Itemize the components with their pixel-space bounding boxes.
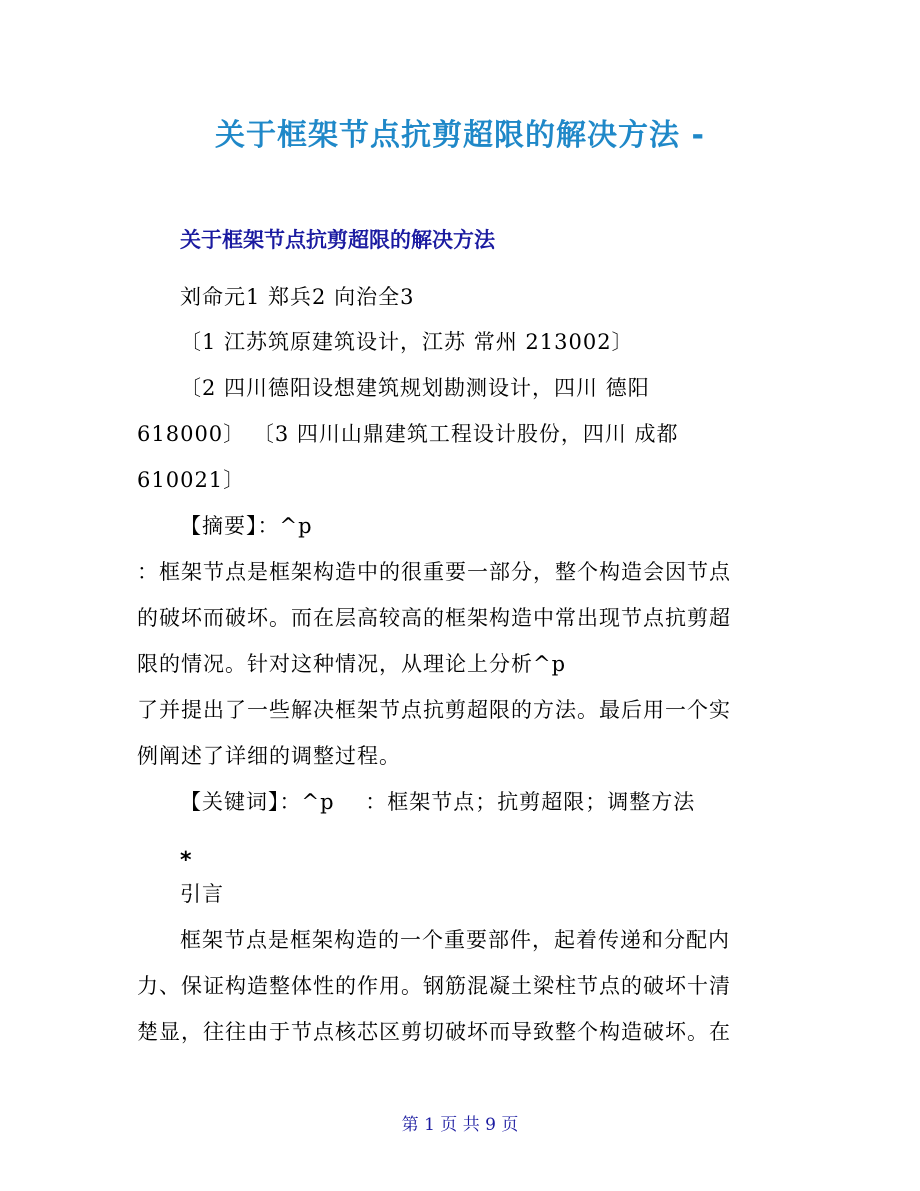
affiliation-line: 618000〕 〔3 四川山鼎建筑工程设计股份，四川 成都: [137, 422, 679, 446]
affiliation-line: 〔2 四川德阳设想建筑规划勘测设计，四川 德阳: [180, 376, 650, 400]
page-indicator: 第 1 页 共 9 页: [401, 1115, 519, 1135]
abstract-line: 了并提出了一些解决框架节点抗剪超限的方法。最后用一个实: [137, 698, 731, 722]
body-line: 楚显，往往由于节点核芯区剪切破坏而导致整个构造破坏。在: [137, 1020, 731, 1044]
abstract-line: 限的情况。针对这种情况，从理论上分析^p: [137, 652, 567, 676]
body-line: 框架节点是框架构造的一个重要部件，起着传递和分配内: [180, 928, 730, 952]
affiliation-line: 610021〕: [137, 468, 246, 492]
body-line: 力、保证构造整体性的作用。钢筋混凝土梁柱节点的破坏十清: [137, 974, 731, 998]
abstract-heading: 【摘要】：^p: [180, 514, 313, 538]
separator-star: *: [180, 848, 192, 873]
section-heading: 引言: [180, 882, 224, 906]
abstract-line: ：框架节点是框架构造中的很重要一部分，整个构造会因节点: [137, 560, 731, 584]
affiliation-line: 〔1 江苏筑原建筑设计，江苏 常州 213002〕: [180, 330, 634, 354]
keywords-line: 【关键词】：^p ：框架节点；抗剪超限；调整方法: [180, 790, 696, 814]
article-subtitle: 关于框架节点抗剪超限的解决方法: [180, 228, 495, 252]
abstract-line: 的破坏而破坏。而在层高较高的框架构造中常出现节点抗剪超: [137, 606, 731, 630]
page-title: 关于框架节点抗剪超限的解决方法 -: [215, 118, 705, 153]
authors-line: 刘命元1 郑兵2 向治全3: [180, 285, 415, 309]
abstract-line: 例阐述了详细的调整过程。: [137, 744, 401, 768]
